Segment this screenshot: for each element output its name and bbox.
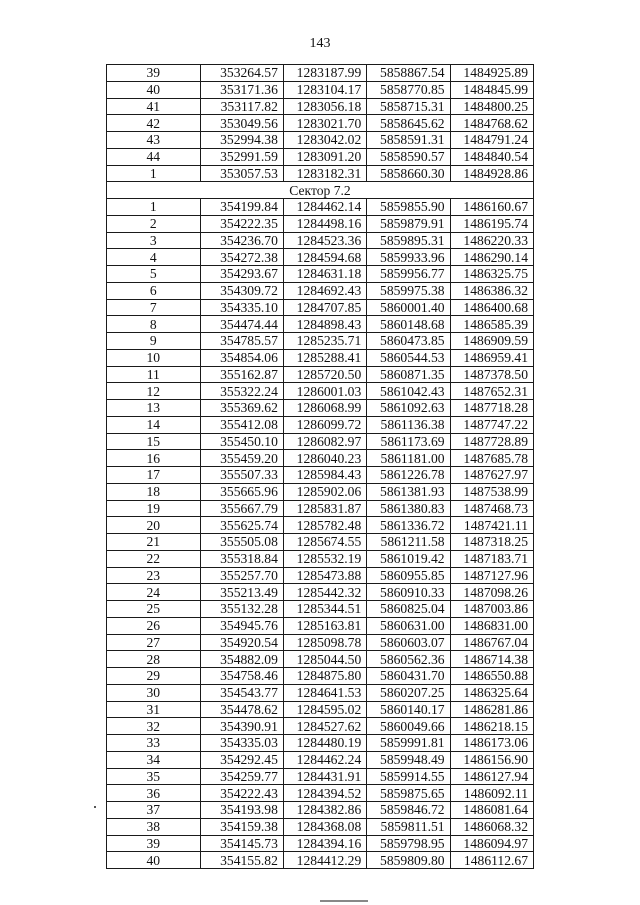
y1-cell: 1284527.62 xyxy=(283,718,366,735)
x1-cell: 354222.35 xyxy=(200,215,283,232)
point-number-cell: 5 xyxy=(107,266,201,283)
section-row xyxy=(107,182,534,199)
x1-cell: 354199.84 xyxy=(200,199,283,216)
y2-cell: 1486550.88 xyxy=(450,668,533,685)
point-number-cell: 22 xyxy=(107,550,201,567)
y2-cell: 1487468.73 xyxy=(450,500,533,517)
table-row xyxy=(107,400,534,417)
y1-cell: 1284594.68 xyxy=(283,249,366,266)
point-number-cell: 1 xyxy=(107,165,201,182)
x2-cell: 5861019.42 xyxy=(367,550,450,567)
table-row xyxy=(107,282,534,299)
x2-cell: 5861181.00 xyxy=(367,450,450,467)
y1-cell: 1286068.99 xyxy=(283,400,366,417)
y2-cell: 1486068.32 xyxy=(450,818,533,835)
x2-cell: 5860140.17 xyxy=(367,701,450,718)
y2-cell: 1487718.28 xyxy=(450,400,533,417)
point-number-cell: 27 xyxy=(107,634,201,651)
y1-cell: 1284875.80 xyxy=(283,668,366,685)
point-number-cell: 20 xyxy=(107,517,201,534)
x2-cell: 5861336.72 xyxy=(367,517,450,534)
y2-cell: 1484791.24 xyxy=(450,132,533,149)
y2-cell: 1486585.39 xyxy=(450,316,533,333)
x2-cell: 5860001.40 xyxy=(367,299,450,316)
y2-cell: 1486112.67 xyxy=(450,852,533,869)
table-row xyxy=(107,835,534,852)
y2-cell: 1487098.26 xyxy=(450,584,533,601)
y2-cell: 1486831.00 xyxy=(450,617,533,634)
x1-cell: 354335.10 xyxy=(200,299,283,316)
x1-cell: 354259.77 xyxy=(200,768,283,785)
y1-cell: 1283182.31 xyxy=(283,165,366,182)
y1-cell: 1283104.17 xyxy=(283,81,366,98)
point-number-cell: 44 xyxy=(107,148,201,165)
y2-cell: 1486909.59 xyxy=(450,333,533,350)
point-number-cell: 16 xyxy=(107,450,201,467)
table-row xyxy=(107,383,534,400)
table-row xyxy=(107,852,534,869)
point-number-cell: 38 xyxy=(107,818,201,835)
table-row xyxy=(107,818,534,835)
y2-cell: 1487685.78 xyxy=(450,450,533,467)
x1-cell: 354758.46 xyxy=(200,668,283,685)
x2-cell: 5861380.83 xyxy=(367,500,450,517)
x2-cell: 5861211.58 xyxy=(367,534,450,551)
point-number-cell: 11 xyxy=(107,366,201,383)
y2-cell: 1487318.25 xyxy=(450,534,533,551)
x1-cell: 354309.72 xyxy=(200,282,283,299)
y1-cell: 1284692.43 xyxy=(283,282,366,299)
point-number-cell: 19 xyxy=(107,500,201,517)
table-row xyxy=(107,735,534,752)
point-number-cell: 33 xyxy=(107,735,201,752)
x2-cell: 5859879.91 xyxy=(367,215,450,232)
y2-cell: 1486959.41 xyxy=(450,349,533,366)
table-body-section-7-2 xyxy=(107,199,534,869)
x1-cell: 354193.98 xyxy=(200,802,283,819)
table-row xyxy=(107,684,534,701)
point-number-cell: 6 xyxy=(107,282,201,299)
y1-cell: 1285098.78 xyxy=(283,634,366,651)
x2-cell: 5858645.62 xyxy=(367,115,450,132)
x2-cell: 5859846.72 xyxy=(367,802,450,819)
y1-cell: 1284368.08 xyxy=(283,818,366,835)
point-number-cell: 2 xyxy=(107,215,201,232)
point-number-cell: 17 xyxy=(107,467,201,484)
x1-cell: 354293.67 xyxy=(200,266,283,283)
table-row xyxy=(107,550,534,567)
point-number-cell: 3 xyxy=(107,232,201,249)
y2-cell: 1486767.04 xyxy=(450,634,533,651)
point-number-cell: 9 xyxy=(107,333,201,350)
x2-cell: 5859933.96 xyxy=(367,249,450,266)
point-number-cell: 1 xyxy=(107,199,201,216)
table-row xyxy=(107,433,534,450)
y1-cell: 1285984.43 xyxy=(283,467,366,484)
y1-cell: 1284382.86 xyxy=(283,802,366,819)
point-number-cell: 18 xyxy=(107,483,201,500)
x1-cell: 355162.87 xyxy=(200,366,283,383)
y2-cell: 1487183.71 xyxy=(450,550,533,567)
page-number: 143 xyxy=(309,36,331,51)
point-number-cell: 41 xyxy=(107,98,201,115)
x2-cell: 5861226.78 xyxy=(367,467,450,484)
x2-cell: 5861173.69 xyxy=(367,433,450,450)
y2-cell: 1486386.32 xyxy=(450,282,533,299)
table-row xyxy=(107,316,534,333)
y2-cell: 1486156.90 xyxy=(450,751,533,768)
x2-cell: 5860603.07 xyxy=(367,634,450,651)
y2-cell: 1486325.64 xyxy=(450,684,533,701)
point-number-cell: 43 xyxy=(107,132,201,149)
table-row xyxy=(107,65,534,82)
x1-cell: 355667.79 xyxy=(200,500,283,517)
y1-cell: 1286099.72 xyxy=(283,416,366,433)
table-section-header xyxy=(107,182,534,199)
x1-cell: 354155.82 xyxy=(200,852,283,869)
x1-cell: 354390.91 xyxy=(200,718,283,735)
y1-cell: 1285473.88 xyxy=(283,567,366,584)
y2-cell: 1486081.64 xyxy=(450,802,533,819)
table-row xyxy=(107,534,534,551)
table-row xyxy=(107,98,534,115)
table-row xyxy=(107,115,534,132)
point-number-cell: 25 xyxy=(107,601,201,618)
y1-cell: 1285235.71 xyxy=(283,333,366,350)
table-row xyxy=(107,333,534,350)
table-row xyxy=(107,199,534,216)
x2-cell: 5858590.57 xyxy=(367,148,450,165)
point-number-cell: 26 xyxy=(107,617,201,634)
x1-cell: 354474.44 xyxy=(200,316,283,333)
y1-cell: 1283042.02 xyxy=(283,132,366,149)
x2-cell: 5859991.81 xyxy=(367,735,450,752)
y1-cell: 1285782.48 xyxy=(283,517,366,534)
x2-cell: 5859948.49 xyxy=(367,751,450,768)
x1-cell: 353057.53 xyxy=(200,165,283,182)
y2-cell: 1486160.67 xyxy=(450,199,533,216)
table-row xyxy=(107,450,534,467)
x2-cell: 5860871.35 xyxy=(367,366,450,383)
x1-cell: 355450.10 xyxy=(200,433,283,450)
x2-cell: 5860049.66 xyxy=(367,718,450,735)
table-row xyxy=(107,132,534,149)
y1-cell: 1285831.87 xyxy=(283,500,366,517)
table-row xyxy=(107,232,534,249)
table-row xyxy=(107,634,534,651)
point-number-cell: 30 xyxy=(107,684,201,701)
point-number-cell: 23 xyxy=(107,567,201,584)
x2-cell: 5858867.54 xyxy=(367,65,450,82)
point-number-cell: 35 xyxy=(107,768,201,785)
y1-cell: 1285288.41 xyxy=(283,349,366,366)
y1-cell: 1285902.06 xyxy=(283,483,366,500)
table-row xyxy=(107,81,534,98)
x1-cell: 353049.56 xyxy=(200,115,283,132)
x2-cell: 5860955.85 xyxy=(367,567,450,584)
table-row xyxy=(107,249,534,266)
table-row xyxy=(107,416,534,433)
y2-cell: 1487627.97 xyxy=(450,467,533,484)
x2-cell: 5860431.70 xyxy=(367,668,450,685)
y2-cell: 1486092.11 xyxy=(450,785,533,802)
x1-cell: 354945.76 xyxy=(200,617,283,634)
x1-cell: 355412.08 xyxy=(200,416,283,433)
x1-cell: 355369.62 xyxy=(200,400,283,417)
table-row xyxy=(107,785,534,802)
y1-cell: 1285044.50 xyxy=(283,651,366,668)
table-row xyxy=(107,215,534,232)
point-number-cell: 39 xyxy=(107,65,201,82)
y1-cell: 1283056.18 xyxy=(283,98,366,115)
y1-cell: 1284595.02 xyxy=(283,701,366,718)
table-row xyxy=(107,299,534,316)
x2-cell: 5861092.63 xyxy=(367,400,450,417)
table-row xyxy=(107,349,534,366)
y2-cell: 1486173.06 xyxy=(450,735,533,752)
y2-cell: 1487538.99 xyxy=(450,483,533,500)
y1-cell: 1284707.85 xyxy=(283,299,366,316)
point-number-cell: 4 xyxy=(107,249,201,266)
table-row xyxy=(107,500,534,517)
y1-cell: 1285720.50 xyxy=(283,366,366,383)
point-number-cell: 29 xyxy=(107,668,201,685)
point-number-cell: 36 xyxy=(107,785,201,802)
x2-cell: 5859975.38 xyxy=(367,282,450,299)
point-number-cell: 39 xyxy=(107,835,201,852)
point-number-cell: 34 xyxy=(107,751,201,768)
x1-cell: 355318.84 xyxy=(200,550,283,567)
x1-cell: 355322.24 xyxy=(200,383,283,400)
x1-cell: 354785.57 xyxy=(200,333,283,350)
y1-cell: 1284431.91 xyxy=(283,768,366,785)
table-row xyxy=(107,718,534,735)
margin-mark xyxy=(94,806,96,808)
y2-cell: 1486400.68 xyxy=(450,299,533,316)
y1-cell: 1284898.43 xyxy=(283,316,366,333)
y2-cell: 1487003.86 xyxy=(450,601,533,618)
table-row xyxy=(107,165,534,182)
x1-cell: 354145.73 xyxy=(200,835,283,852)
x1-cell: 354222.43 xyxy=(200,785,283,802)
coordinates-table xyxy=(106,64,534,869)
x2-cell: 5858660.30 xyxy=(367,165,450,182)
y1-cell: 1284394.52 xyxy=(283,785,366,802)
x2-cell: 5859895.31 xyxy=(367,232,450,249)
y1-cell: 1284412.29 xyxy=(283,852,366,869)
table-row xyxy=(107,148,534,165)
y2-cell: 1486195.74 xyxy=(450,215,533,232)
section-title: Сектор 7.2 xyxy=(107,182,534,199)
table-row xyxy=(107,668,534,685)
y1-cell: 1283091.20 xyxy=(283,148,366,165)
point-number-cell: 21 xyxy=(107,534,201,551)
x1-cell: 354920.54 xyxy=(200,634,283,651)
x1-cell: 355257.70 xyxy=(200,567,283,584)
x2-cell: 5859914.55 xyxy=(367,768,450,785)
point-number-cell: 14 xyxy=(107,416,201,433)
x2-cell: 5858770.85 xyxy=(367,81,450,98)
y2-cell: 1484925.89 xyxy=(450,65,533,82)
y1-cell: 1285344.51 xyxy=(283,601,366,618)
x2-cell: 5860207.25 xyxy=(367,684,450,701)
y2-cell: 1487652.31 xyxy=(450,383,533,400)
y1-cell: 1286001.03 xyxy=(283,383,366,400)
point-number-cell: 13 xyxy=(107,400,201,417)
x2-cell: 5859956.77 xyxy=(367,266,450,283)
x2-cell: 5859811.51 xyxy=(367,818,450,835)
y1-cell: 1284462.14 xyxy=(283,199,366,216)
table-row xyxy=(107,651,534,668)
table-row xyxy=(107,517,534,534)
y2-cell: 1487728.89 xyxy=(450,433,533,450)
x1-cell: 355625.74 xyxy=(200,517,283,534)
x2-cell: 5860148.68 xyxy=(367,316,450,333)
x2-cell: 5861381.93 xyxy=(367,483,450,500)
y2-cell: 1486714.38 xyxy=(450,651,533,668)
y1-cell: 1284498.16 xyxy=(283,215,366,232)
table-body-before-section xyxy=(107,65,534,182)
x2-cell: 5858715.31 xyxy=(367,98,450,115)
y2-cell: 1484800.25 xyxy=(450,98,533,115)
y1-cell: 1284631.18 xyxy=(283,266,366,283)
x2-cell: 5860562.36 xyxy=(367,651,450,668)
x2-cell: 5860631.00 xyxy=(367,617,450,634)
x2-cell: 5860825.04 xyxy=(367,601,450,618)
y2-cell: 1486290.14 xyxy=(450,249,533,266)
y1-cell: 1284462.24 xyxy=(283,751,366,768)
x1-cell: 354478.62 xyxy=(200,701,283,718)
y1-cell: 1285532.19 xyxy=(283,550,366,567)
table-row xyxy=(107,617,534,634)
point-number-cell: 15 xyxy=(107,433,201,450)
x1-cell: 353117.82 xyxy=(200,98,283,115)
x2-cell: 5859809.80 xyxy=(367,852,450,869)
y2-cell: 1486094.97 xyxy=(450,835,533,852)
x2-cell: 5860544.53 xyxy=(367,349,450,366)
y1-cell: 1286082.97 xyxy=(283,433,366,450)
x1-cell: 355507.33 xyxy=(200,467,283,484)
x1-cell: 354854.06 xyxy=(200,349,283,366)
y2-cell: 1486218.15 xyxy=(450,718,533,735)
y2-cell: 1484768.62 xyxy=(450,115,533,132)
x1-cell: 354543.77 xyxy=(200,684,283,701)
y2-cell: 1486281.86 xyxy=(450,701,533,718)
y1-cell: 1285163.81 xyxy=(283,617,366,634)
x1-cell: 354272.38 xyxy=(200,249,283,266)
table-row xyxy=(107,601,534,618)
point-number-cell: 37 xyxy=(107,802,201,819)
table-row xyxy=(107,584,534,601)
x1-cell: 353171.36 xyxy=(200,81,283,98)
point-number-cell: 28 xyxy=(107,651,201,668)
x2-cell: 5858591.31 xyxy=(367,132,450,149)
y1-cell: 1284394.16 xyxy=(283,835,366,852)
y1-cell: 1283187.99 xyxy=(283,65,366,82)
y2-cell: 1484840.54 xyxy=(450,148,533,165)
x1-cell: 355459.20 xyxy=(200,450,283,467)
point-number-cell: 32 xyxy=(107,718,201,735)
table-row xyxy=(107,802,534,819)
y2-cell: 1487747.22 xyxy=(450,416,533,433)
y2-cell: 1487127.96 xyxy=(450,567,533,584)
y2-cell: 1486127.94 xyxy=(450,768,533,785)
x2-cell: 5861136.38 xyxy=(367,416,450,433)
table-row xyxy=(107,467,534,484)
point-number-cell: 12 xyxy=(107,383,201,400)
table-row xyxy=(107,483,534,500)
point-number-cell: 24 xyxy=(107,584,201,601)
y1-cell: 1284480.19 xyxy=(283,735,366,752)
bottom-scan-line xyxy=(320,900,368,902)
y1-cell: 1284523.36 xyxy=(283,232,366,249)
table-row xyxy=(107,366,534,383)
y2-cell: 1487421.11 xyxy=(450,517,533,534)
x1-cell: 354292.45 xyxy=(200,751,283,768)
y2-cell: 1484845.99 xyxy=(450,81,533,98)
x2-cell: 5861042.43 xyxy=(367,383,450,400)
point-number-cell: 40 xyxy=(107,81,201,98)
x1-cell: 352991.59 xyxy=(200,148,283,165)
y1-cell: 1283021.70 xyxy=(283,115,366,132)
table-row xyxy=(107,266,534,283)
point-number-cell: 8 xyxy=(107,316,201,333)
x1-cell: 354882.09 xyxy=(200,651,283,668)
x1-cell: 355505.08 xyxy=(200,534,283,551)
x2-cell: 5859855.90 xyxy=(367,199,450,216)
y2-cell: 1486220.33 xyxy=(450,232,533,249)
x1-cell: 352994.38 xyxy=(200,132,283,149)
table-row xyxy=(107,751,534,768)
x2-cell: 5859875.65 xyxy=(367,785,450,802)
table-row xyxy=(107,768,534,785)
table-row xyxy=(107,701,534,718)
x2-cell: 5860910.33 xyxy=(367,584,450,601)
point-number-cell: 31 xyxy=(107,701,201,718)
x1-cell: 354335.03 xyxy=(200,735,283,752)
x1-cell: 355665.96 xyxy=(200,483,283,500)
x2-cell: 5859798.95 xyxy=(367,835,450,852)
point-number-cell: 7 xyxy=(107,299,201,316)
y2-cell: 1486325.75 xyxy=(450,266,533,283)
y1-cell: 1285674.55 xyxy=(283,534,366,551)
point-number-cell: 40 xyxy=(107,852,201,869)
y1-cell: 1286040.23 xyxy=(283,450,366,467)
x1-cell: 355132.28 xyxy=(200,601,283,618)
x1-cell: 355213.49 xyxy=(200,584,283,601)
point-number-cell: 10 xyxy=(107,349,201,366)
x1-cell: 354159.38 xyxy=(200,818,283,835)
y1-cell: 1284641.53 xyxy=(283,684,366,701)
y1-cell: 1285442.32 xyxy=(283,584,366,601)
x2-cell: 5860473.85 xyxy=(367,333,450,350)
y2-cell: 1484928.86 xyxy=(450,165,533,182)
x1-cell: 353264.57 xyxy=(200,65,283,82)
x1-cell: 354236.70 xyxy=(200,232,283,249)
table-row xyxy=(107,567,534,584)
y2-cell: 1487378.50 xyxy=(450,366,533,383)
point-number-cell: 42 xyxy=(107,115,201,132)
